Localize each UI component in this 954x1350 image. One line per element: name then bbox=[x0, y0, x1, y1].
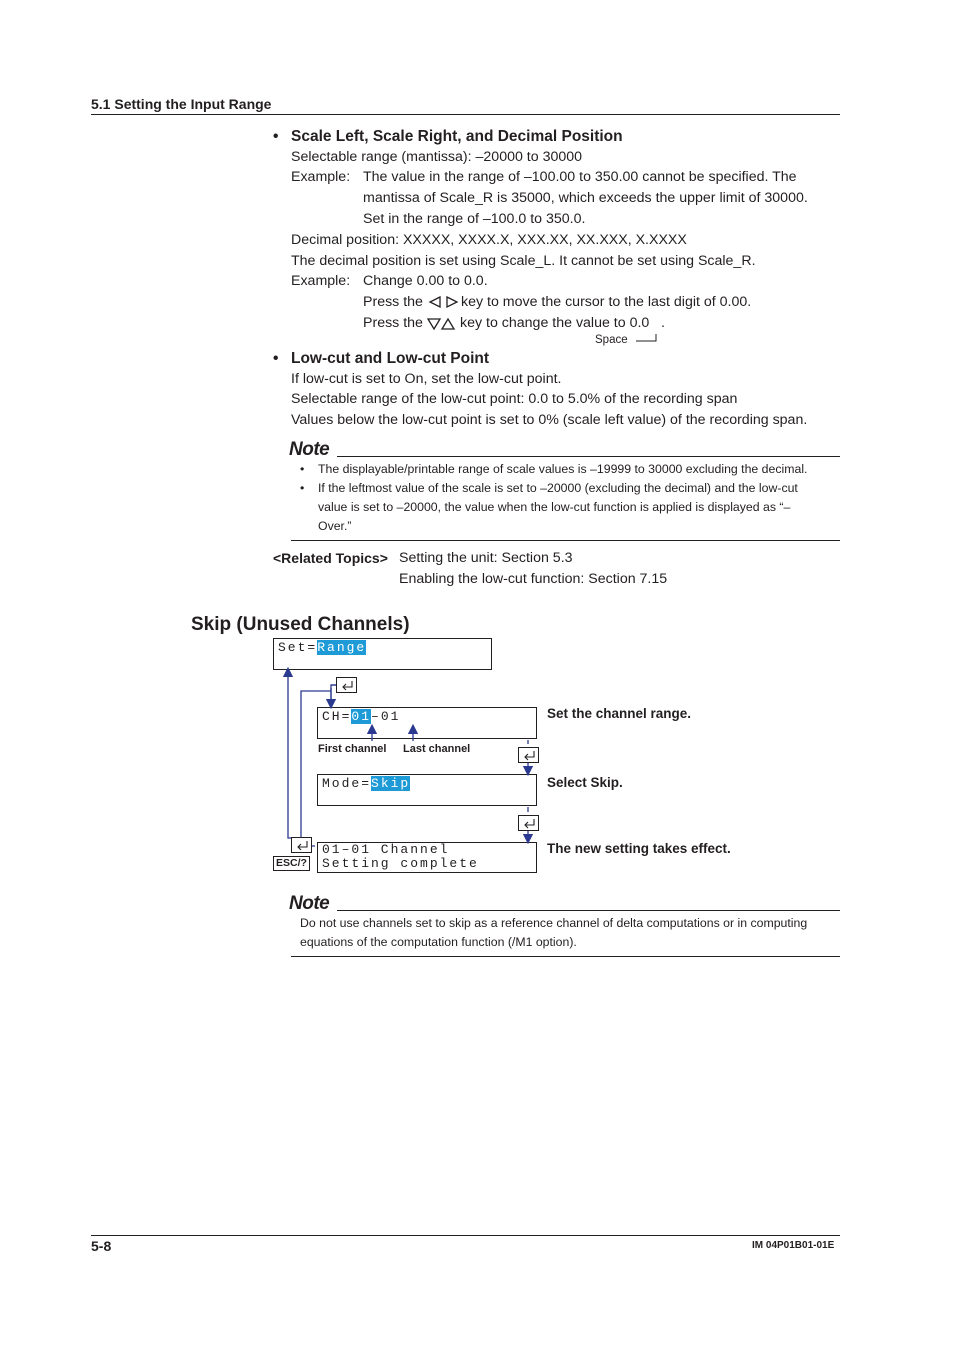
note-item: The displayable/printable range of scale values is –19999 to 30000 excluding the decimal. bbox=[318, 462, 808, 476]
press-text: key to move the cursor to the last digit of 0.00. bbox=[461, 294, 752, 310]
note-title: Note bbox=[289, 439, 330, 460]
note-text: equations of the computation function (/M1 option). bbox=[300, 935, 577, 949]
note-title: Note bbox=[289, 893, 330, 914]
lcd-text: Mode= bbox=[322, 776, 372, 791]
lcd-text: Setting complete bbox=[322, 856, 479, 871]
section-header: 5.1 Setting the Input Range bbox=[91, 96, 272, 112]
press-text: key to change the value to 0.0 bbox=[460, 315, 650, 331]
enter-key-icon[interactable] bbox=[518, 747, 539, 763]
press-text: Press the bbox=[363, 315, 423, 331]
lcd-screen-mode bbox=[317, 774, 537, 806]
bullet: • bbox=[273, 350, 279, 367]
step-description: Select Skip. bbox=[547, 775, 623, 790]
bullet: • bbox=[273, 128, 279, 145]
left-right-arrow-keys-icon bbox=[430, 297, 457, 307]
skip-title: Skip (Unused Channels) bbox=[191, 614, 410, 635]
press-end: . bbox=[661, 315, 665, 331]
note-rule bbox=[337, 910, 840, 911]
bullet: • bbox=[300, 462, 305, 476]
esc-arrow bbox=[288, 672, 291, 838]
document-id: IM 04P01B01-01E bbox=[752, 1240, 835, 1251]
decimal-note: The decimal position is set using Scale_L. It cannot be set using Scale_R. bbox=[291, 253, 756, 269]
lowcut-line: Values below the low-cut point is set to 0% (scale left value) of the recording span. bbox=[291, 412, 808, 428]
first-channel-label: First channel bbox=[318, 743, 387, 755]
esc-key[interactable]: ESC/? bbox=[273, 856, 310, 871]
note-bottom-rule bbox=[291, 956, 840, 957]
lowcut-line: If low-cut is set to On, set the low-cut point. bbox=[291, 371, 562, 387]
related-topic-link[interactable]: Setting the unit: Section 5.3 bbox=[399, 550, 573, 566]
press-text: Press the bbox=[363, 294, 423, 310]
note-item: Over.” bbox=[318, 519, 352, 533]
lcd-highlight: 01 bbox=[351, 709, 372, 724]
example-line: Set in the range of –100.0 to 350.0. bbox=[363, 211, 586, 227]
related-topic-link[interactable]: Enabling the low-cut function: Section 7.15 bbox=[399, 571, 668, 587]
example-label: Example: bbox=[291, 169, 351, 185]
note-item: If the leftmost value of the scale is set to –20000 (excluding the decimal) and the low-cut bbox=[318, 481, 798, 495]
header-rule bbox=[91, 114, 840, 115]
related-topics-label: <Related Topics> bbox=[273, 550, 388, 566]
lcd-highlight: Range bbox=[317, 640, 367, 655]
note-rule bbox=[337, 456, 840, 457]
note-bottom-rule bbox=[291, 540, 840, 541]
enter-key-icon[interactable] bbox=[291, 837, 312, 853]
page-number: 5-8 bbox=[91, 1238, 112, 1254]
last-channel-label: Last channel bbox=[403, 743, 471, 755]
scale-selectable: Selectable range (mantissa): –20000 to 30000 bbox=[291, 149, 583, 165]
bullet: • bbox=[300, 481, 305, 495]
scale-heading: Scale Left, Scale Right, and Decimal Position bbox=[291, 128, 623, 145]
lcd-text: Set= bbox=[278, 640, 318, 655]
lcd-highlight: Skip bbox=[371, 776, 411, 791]
lcd-text: CH= bbox=[322, 709, 352, 724]
lcd-text: 01–01 Channel bbox=[322, 842, 450, 857]
note-item: value is set to –20000, the value when the low-cut function is applied is displayed as “– bbox=[318, 500, 791, 514]
example-line: The value in the range of –100.00 to 350.00 cannot be specified. The bbox=[363, 169, 797, 185]
lcd-text: – bbox=[371, 709, 381, 724]
example-label: Example: bbox=[291, 273, 351, 289]
example-line: Change 0.00 to 0.0. bbox=[363, 273, 488, 289]
example-line: mantissa of Scale_R is 35000, which exceeds the upper limit of 30000. bbox=[363, 190, 808, 206]
enter-key-icon[interactable] bbox=[336, 677, 357, 693]
lcd-screen-set bbox=[273, 638, 492, 670]
lowcut-heading: Low-cut and Low-cut Point bbox=[291, 350, 490, 367]
lcd-text: 01 bbox=[380, 709, 401, 724]
lowcut-line: Selectable range of the low-cut point: 0.0 to 5.0% of the recording span bbox=[291, 391, 738, 407]
footer-rule bbox=[91, 1235, 840, 1236]
space-marker-icon bbox=[636, 334, 656, 341]
lcd-screen-complete bbox=[317, 842, 537, 873]
down-up-arrow-keys-icon bbox=[428, 319, 454, 329]
enter-key-icon[interactable] bbox=[518, 815, 539, 831]
step-description: The new setting takes effect. bbox=[547, 841, 731, 856]
step-description: Set the channel range. bbox=[547, 706, 692, 721]
space-label: Space bbox=[595, 334, 628, 346]
note-text: Do not use channels set to skip as a reference channel of delta computations or in computing bbox=[300, 916, 808, 930]
decimal-position: Decimal position: XXXXX, XXXX.X, XXX.XX, XX.XXX, X.XXXX bbox=[291, 232, 687, 248]
lcd-screen-channel bbox=[317, 707, 537, 739]
